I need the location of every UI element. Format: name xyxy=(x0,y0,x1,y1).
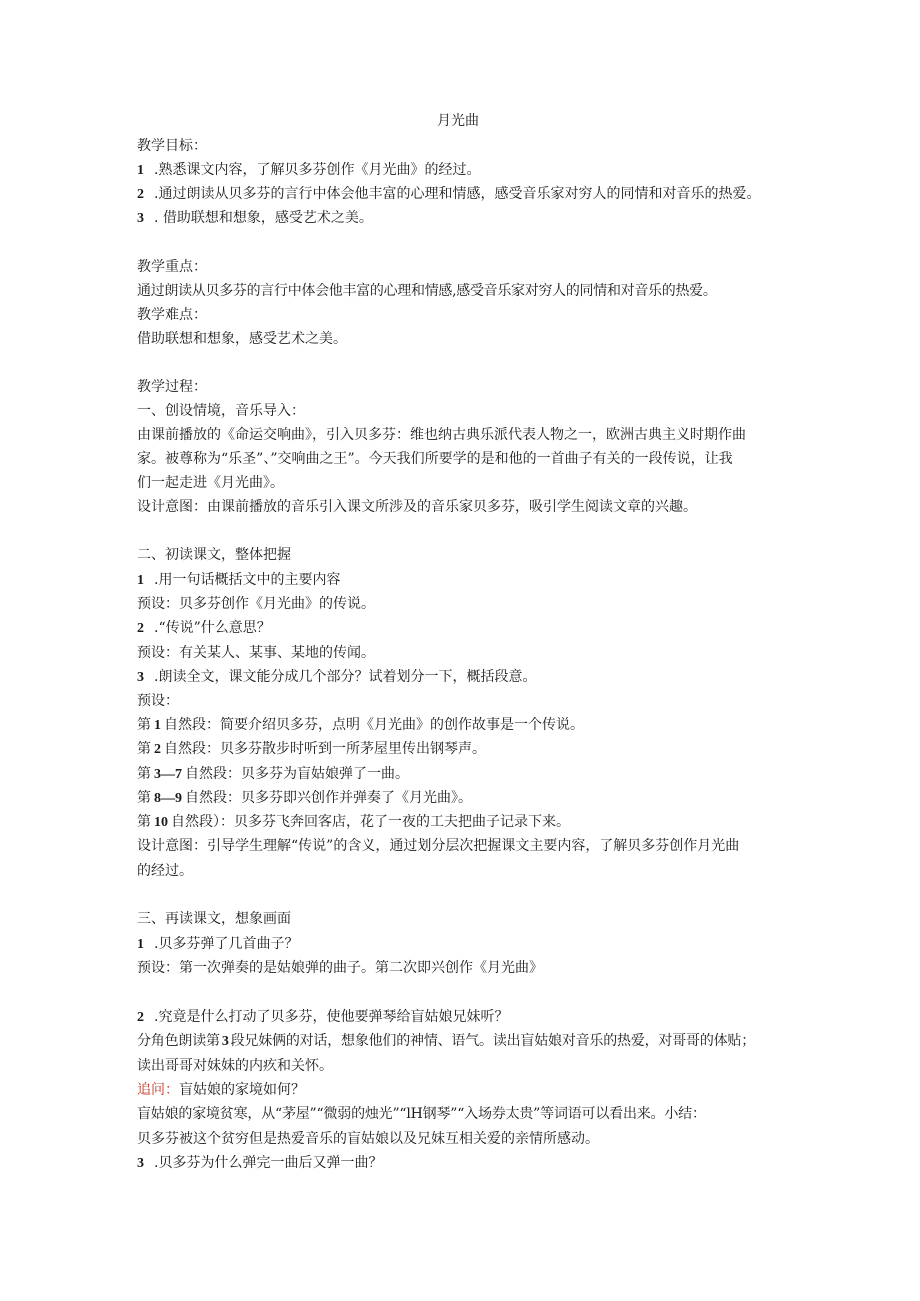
section3-followup xyxy=(137,1081,305,1099)
section2-question xyxy=(137,571,340,590)
paragraph-summary xyxy=(137,789,472,808)
section1-heading: 一、创设情境，音乐导入： xyxy=(137,403,305,419)
objective-text: .通过朗读从贝多芬的言行中体会他丰富的心理和情感，感受音乐家对穷人的同情和对音乐的热爱。 xyxy=(154,186,761,202)
section2-design-intent: 设计意图：引导学生理解“传说”的含义，通过划分层次把握课文主要内容，了解贝多芬创作月光曲 xyxy=(137,838,740,854)
section3-role-reading-cont: 读出哥哥对妹妹的内疚和关怀。 xyxy=(137,1058,333,1074)
key-points-text: 通过朗读从贝多芬的言行中体会他丰富的心理和情感,感受音乐家对穷人的同情和对音乐的热爱。 xyxy=(137,283,717,299)
question-text: .用一句话概括文中的主要内容 xyxy=(154,572,341,588)
section3-heading: 三、再读课文，想象画面 xyxy=(137,911,291,927)
question-text: .究竟是什么打动了贝多芬，使他要弹琴给盲姑娘兄妹听？ xyxy=(154,1009,509,1025)
question-text: .贝多芬为什么弹完一曲后又弹一曲？ xyxy=(154,1155,383,1171)
role-reading-number: 3 xyxy=(221,1034,229,1049)
section2-answer: 预设：贝多芬创作《月光曲》的传说。 xyxy=(137,596,375,612)
section1-line: 们一起走进《月光曲》。 xyxy=(137,475,284,491)
paragraph-summary xyxy=(137,813,570,832)
section3-question xyxy=(137,1008,508,1027)
objective-number: 3 xyxy=(137,211,144,226)
followup-label: 追问： xyxy=(137,1082,179,1098)
section3-question xyxy=(137,1154,382,1173)
section2-heading: 二、初读课文，整体把握 xyxy=(137,547,291,563)
objective-number: 1 xyxy=(137,163,144,178)
section3-answer: 贝多芬被这个贫穷但是热爱音乐的盲姑娘以及兄妹互相关爱的亲情所感动。 xyxy=(137,1131,599,1147)
paragraph-prefix: 第 xyxy=(137,741,151,757)
section3-answer: 预设：第一次弹奏的是姑娘弹的曲子。第二次即兴创作《月光曲》 xyxy=(137,960,543,976)
role-reading-text: 段兄妹俩的对话，想象他们的神情、语气。读出盲姑娘对音乐的热爱，对哥哥的体贴； xyxy=(230,1033,756,1049)
objective-item xyxy=(137,161,480,180)
section3-answer: 盲姑娘的家境贫寒，从“茅屋”“微弱的烛光”“lH钢琴”“入场券太贵”等词语可以看出来。小结： xyxy=(137,1106,706,1122)
objective-number: 2 xyxy=(137,187,144,202)
key-points-heading: 教学重点： xyxy=(137,259,207,275)
objectives-heading: 教学目标： xyxy=(137,138,207,154)
section2-question xyxy=(137,619,271,638)
paragraph-text: 自然段：贝多芬散步时听到一所茅屋里传出钢琴声。 xyxy=(164,741,486,757)
section3-question xyxy=(137,935,298,954)
paragraph-prefix: 第 xyxy=(137,790,151,806)
question-number: 2 xyxy=(137,621,144,636)
objective-item xyxy=(137,209,373,228)
followup-text: 盲姑娘的家境如何？ xyxy=(179,1082,305,1098)
objective-text: . 借助联想和想象，感受艺术之美。 xyxy=(154,210,373,226)
paragraph-summary xyxy=(137,716,584,735)
section2-design-intent: 的经过。 xyxy=(137,863,193,879)
paragraph-text: 自然段：简要介绍贝多芬，点明《月光曲》的创作故事是一个传说。 xyxy=(164,717,584,733)
section1-design-intent: 设计意图：由课前播放的音乐引入课文所涉及的音乐家贝多芬，吸引学生阅读文章的兴趣。 xyxy=(137,499,697,515)
role-reading-prefix: 分角色朗读第 xyxy=(137,1033,220,1049)
paragraph-number: 8—9 xyxy=(154,791,182,806)
paragraph-prefix: 第 xyxy=(137,814,151,830)
section1-line: 由课前播放的《命运交响曲》，引入贝多芬：维也纳古典乐派代表人物之一，欧洲古典主义时期作曲 xyxy=(137,427,746,443)
paragraph-prefix: 第 xyxy=(137,717,151,733)
question-number: 3 xyxy=(137,1156,144,1171)
section1-line: 家。被尊称为“乐圣”、”交响曲之王”。今天我们所要学的是和他的一首曲子有关的一段传说，让我 xyxy=(137,451,733,467)
process-heading: 教学过程： xyxy=(137,379,207,395)
question-number: 1 xyxy=(137,573,144,588)
document-title: 月光曲 xyxy=(437,113,479,129)
section3-role-reading xyxy=(137,1032,755,1051)
paragraph-number: 2 xyxy=(154,742,161,757)
question-number: 1 xyxy=(137,937,144,952)
paragraph-summary xyxy=(137,740,486,759)
difficulties-heading: 教学难点： xyxy=(137,307,207,323)
paragraph-prefix: 第 xyxy=(137,766,151,782)
paragraph-text: 自然段）：贝多芬飞奔回客店，花了一夜的工夫把曲子记录下来。 xyxy=(171,814,570,830)
difficulties-text: 借助联想和想象，感受艺术之美。 xyxy=(137,331,347,347)
paragraph-text: 自然段：贝多芬为盲姑娘弹了一曲。 xyxy=(185,766,409,782)
question-text: .朗读全文，课文能分成几个部分？试着划分一下，概括段意。 xyxy=(154,669,537,685)
paragraph-number: 1 xyxy=(154,718,161,733)
objective-text: .熟悉课文内容，了解贝多芬创作《月光曲》的经过。 xyxy=(154,162,481,178)
section2-answer: 预设：有关某人、某事、某地的传闻。 xyxy=(137,645,375,661)
paragraph-summary xyxy=(137,765,409,784)
question-text: .“传说”什么意思？ xyxy=(154,620,271,636)
paragraph-number: 10 xyxy=(154,815,168,830)
question-number: 3 xyxy=(137,670,144,685)
paragraph-text: 自然段：贝多芬即兴创作并弹奏了《月光曲》。 xyxy=(185,790,472,806)
section2-answer-label: 预设： xyxy=(137,693,179,709)
section2-question xyxy=(137,668,536,687)
paragraph-number: 3—7 xyxy=(154,767,182,782)
question-number: 2 xyxy=(137,1010,144,1025)
question-text: .贝多芬弹了几首曲子？ xyxy=(154,936,299,952)
objective-item xyxy=(137,185,760,204)
